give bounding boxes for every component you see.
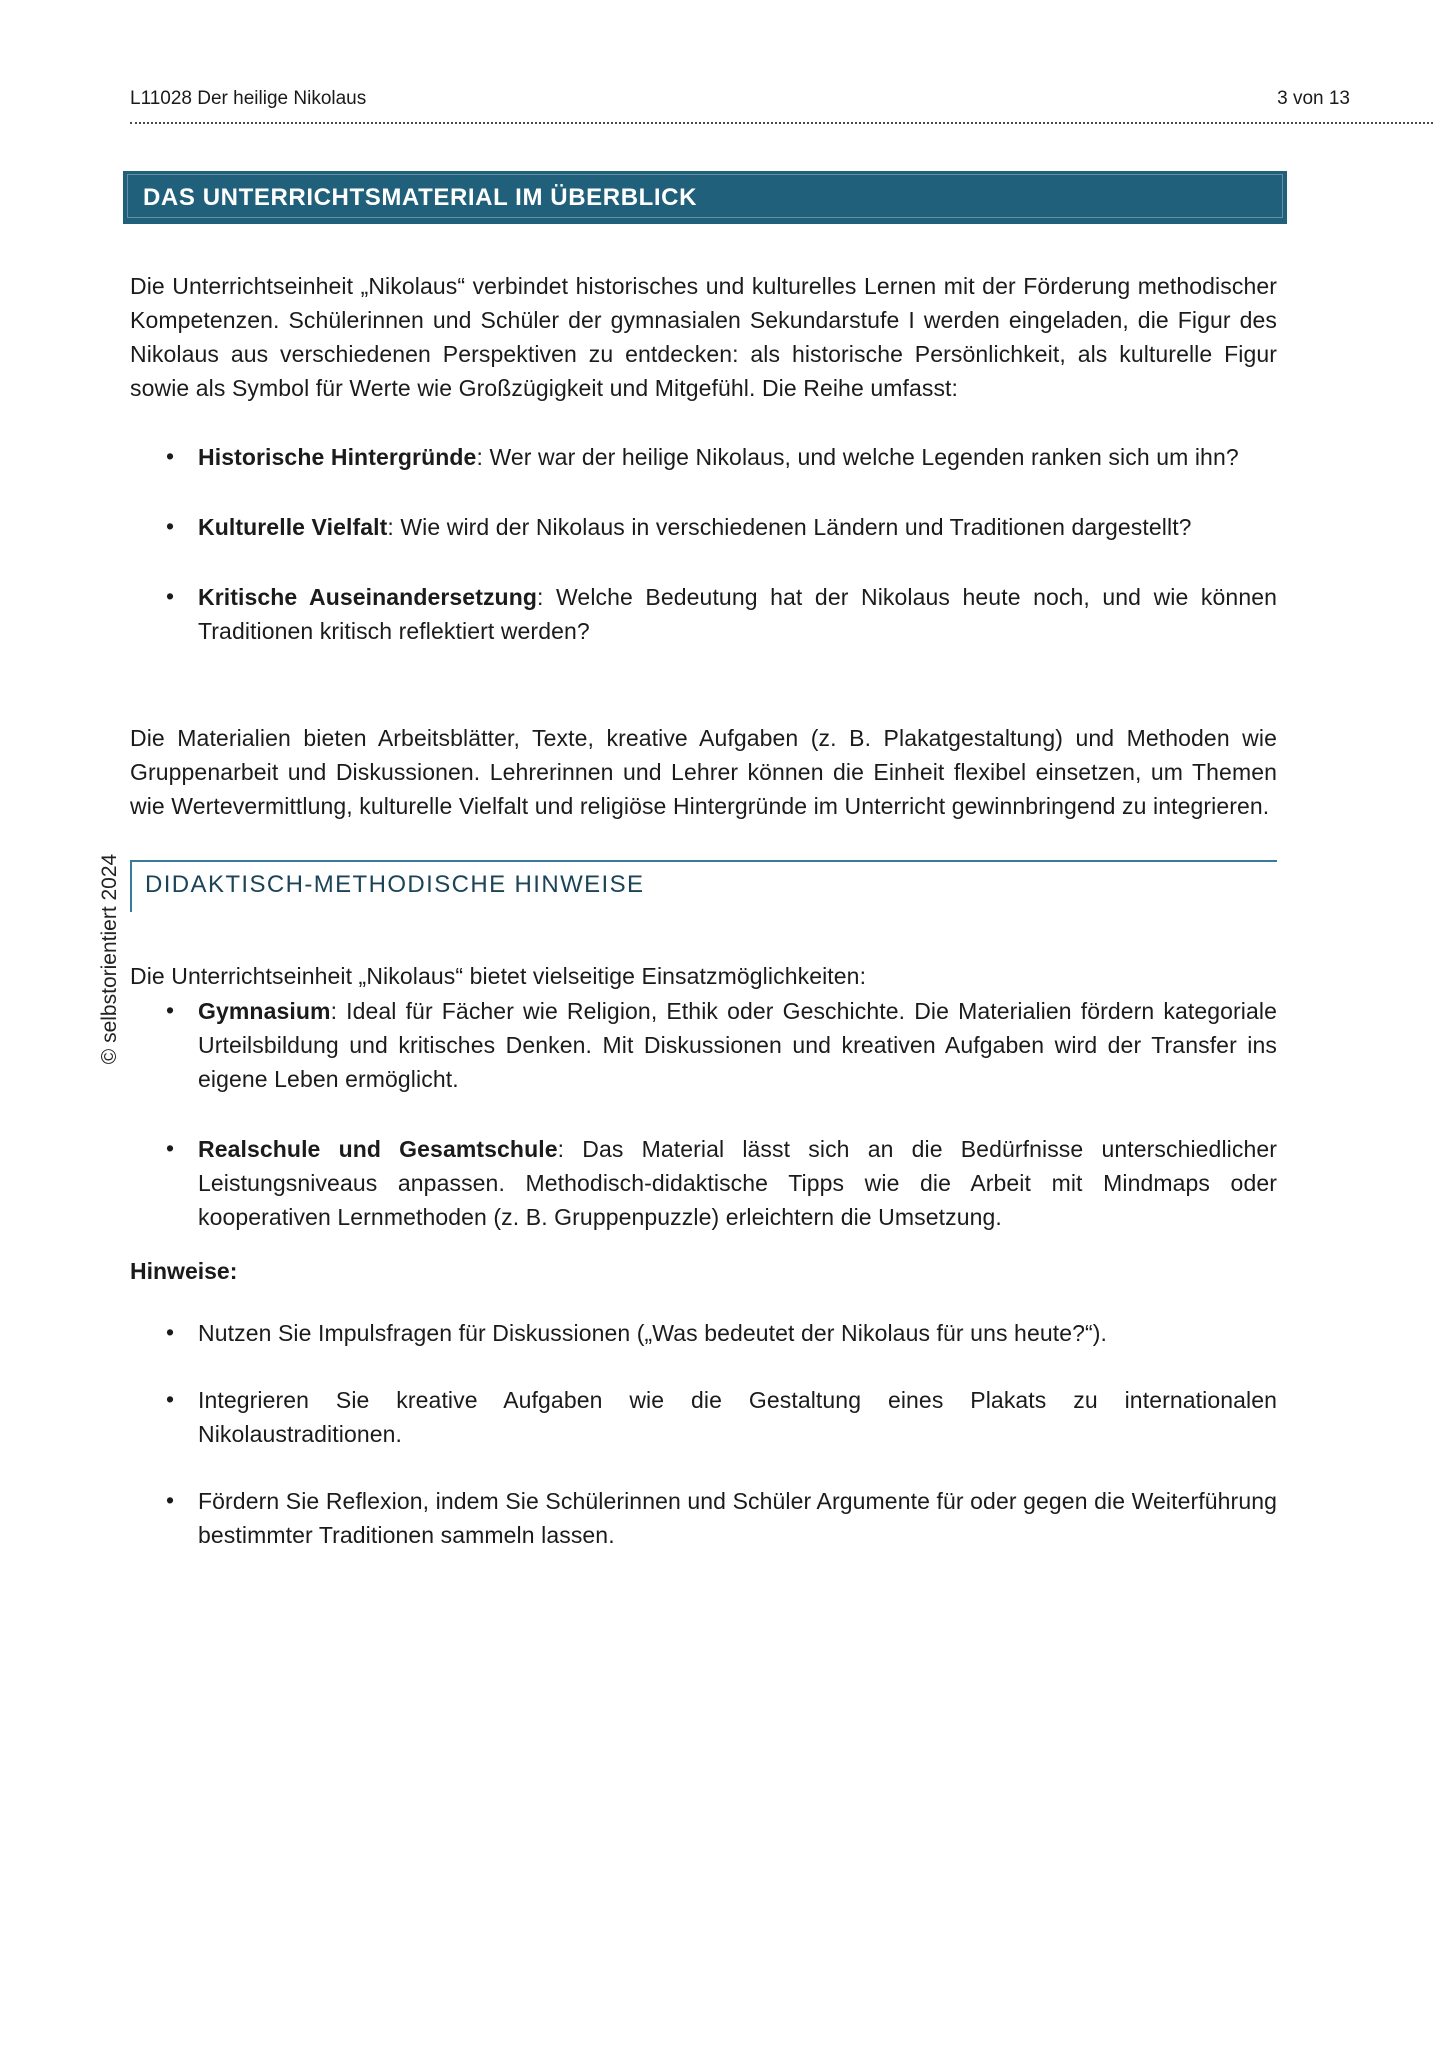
overview-intro-paragraph: Die Unterrichtseinheit „Nikolaus“ verbindet historisches und kulturelles Lernen mit der Förderung methodischer Kompetenzen. Schülerinnen und Schüler der gymnasialen Sekundarstufe I werden eingeladen, die Figur des Nikolaus aus verschiedenen Perspektiven zu entdecken: als historische Persönlichkeit, als kulturelle Figur sowie als Symbol für Werte wie Großzügigkeit und Mitgefühl. Die Reihe umfasst: [130, 273, 1277, 401]
list-item [130, 994, 1277, 1096]
hints-label [130, 1254, 1277, 1288]
section-title-overview: DAS UNTERRICHTSMATERIAL IM ÜBERBLICK [143, 183, 698, 211]
list-item [130, 580, 1277, 648]
bullet-marker: • [166, 513, 175, 539]
bullet-marker: • [166, 1319, 175, 1345]
section-title-bar-overview [123, 171, 1287, 224]
bullet-lead: Historische Hintergründe [198, 444, 477, 470]
list-item [130, 510, 1277, 544]
list-item [130, 1132, 1277, 1234]
bullet-marker: • [166, 997, 175, 1023]
bullet-lead: Kulturelle Vielfalt [198, 514, 388, 540]
bullet-text: Wie wird der Nikolaus in verschiedenen Ländern und Traditionen dargestellt? [400, 514, 1192, 540]
bullet-separator: : [537, 584, 557, 610]
bullet-lead: Gymnasium [198, 998, 331, 1024]
page-number: 3 von 13 [1277, 88, 1350, 109]
hints-bullet-list [130, 1316, 1277, 1552]
hints-label-text: Hinweise [130, 1258, 230, 1284]
list-item [130, 440, 1277, 474]
bullet-text: Fördern Sie Reflexion, indem Sie Schülerinnen und Schüler Argumente für oder gegen die Weiterführung bestimmter Traditionen sammeln lassen. [198, 1488, 1277, 1548]
bullet-text: Welche Bedeutung hat der Nikolaus heute noch, und wie können Traditionen kritisch reflektiert werden? [198, 584, 1277, 644]
bullet-separator: : [476, 444, 490, 470]
document-title: L11028 Der heilige Nikolaus [130, 88, 367, 109]
overview-outro-paragraph: Die Materialien bieten Arbeitsblätter, Texte, kreative Aufgaben (z. B. Plakatgestaltung) und Methoden wie Gruppenarbeit und Diskussionen. Lehrerinnen und Lehrer können die Einheit flexibel einsetzen, um Themen wie Wertevermittlung, kulturelle Vielfalt und religiöse Hintergründe im Unterricht gewinnbringend zu integrieren. [130, 725, 1277, 819]
bullet-text: Nutzen Sie Impulsfragen für Diskussionen („Was bedeutet der Nikolaus für uns heute?“). [198, 1320, 1108, 1346]
bullet-marker: • [166, 443, 175, 469]
bullet-separator: : [557, 1136, 583, 1162]
didactics-intro-paragraph: Die Unterrichtseinheit „Nikolaus“ bietet vielseitige Einsatzmöglichkeiten: [130, 963, 867, 989]
page-header [130, 88, 1433, 124]
bullet-text: Das Material lässt sich an die Bedürfnisse unterschiedlicher Leistungsniveaus anpassen. Methodisch-didaktische Tipps wie die Arbeit mit Mindmaps oder kooperativen Lernmethoden (z. B. Gruppenpuzzle) erleichtern die Umsetzung. [198, 1136, 1278, 1230]
hints-label-separator: : [229, 1258, 238, 1284]
list-item [130, 1316, 1277, 1350]
bullet-text: Ideal für Fächer wie Religion, Ethik oder Geschichte. Die Materialien fördern kategoriale Urteilsbildung und kritisches Denken. Mit Diskussionen und kreativen Aufgaben wird der Transfer ins eigene Leben ermöglicht. [198, 998, 1277, 1092]
bullet-marker: • [166, 1386, 175, 1412]
didactics-bullet-list [130, 994, 1277, 1234]
bullet-marker: • [166, 583, 175, 609]
section-title-didactics: DIDAKTISCH-METHODISCHE HINWEISE [130, 860, 1277, 912]
bullet-marker: • [166, 1487, 175, 1513]
bullet-lead: Realschule und Gesamtschule [198, 1136, 558, 1162]
bullet-lead: Kritische Auseinandersetzung [198, 584, 537, 610]
bullet-text: Integrieren Sie kreative Aufgaben wie die Gestaltung eines Plakats zu internationalen Nikolaustraditionen. [198, 1387, 1277, 1447]
bullet-marker: • [166, 1135, 175, 1161]
list-item [130, 1484, 1277, 1552]
bullet-separator: : [387, 514, 401, 540]
overview-bullet-list [130, 440, 1277, 648]
bullet-separator: : [330, 998, 347, 1024]
bullet-text: Wer war der heilige Nikolaus, und welche Legenden ranken sich um ihn? [489, 444, 1239, 470]
copyright-vertical-text: © selbstorientiert 2024 [98, 853, 121, 1065]
list-item [130, 1383, 1277, 1451]
